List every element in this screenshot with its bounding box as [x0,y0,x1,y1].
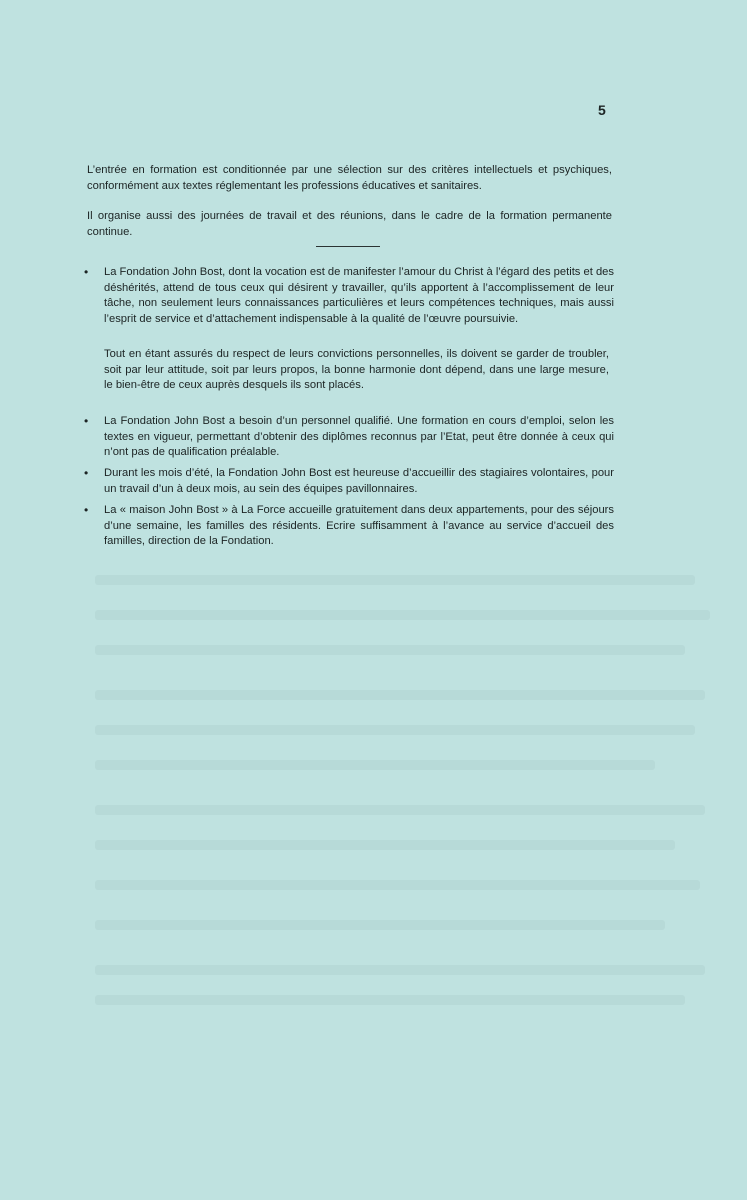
bullet-marker: • [84,466,89,480]
bullet-marker: • [84,414,89,428]
show-through-line [95,965,705,975]
show-through-line [95,690,705,700]
bullet-item-vocation [84,265,614,327]
bullet-item-family-housing [84,503,614,550]
show-through-line [95,645,685,655]
bullet-marker: • [84,503,89,517]
bullet-text: Durant les mois d’été, la Fondation John Bost est heureuse d’accueillir des stagiaires volontaires, pour un travail d’un à deux mois, au sein des équipes pavillonnaires. [104,467,614,495]
show-through-line [95,920,665,930]
bullet-item-qualified-staff [84,414,614,461]
show-through-line [95,840,675,850]
show-through-line [95,760,655,770]
separator-rule [316,246,380,247]
show-through-line [95,805,705,815]
show-through-line [95,995,685,1005]
bullet-item-summer-interns [84,466,614,497]
show-through-line [95,610,710,620]
show-through-line [95,725,695,735]
bullet-text: La « maison John Bost » à La Force accueille gratuitement dans deux appartements, pour des séjours d’une semaine, les familles des résidents. Ecrire suffisamment à l’avance au service d’accueil des familles, direction de la Fondation. [104,504,614,547]
show-through-line [95,880,700,890]
bullet-continuation-convictions: Tout en étant assurés du respect de leurs convictions personnelles, ils doivent se garder de troubler, soit par leur attitude, soit par leurs propos, la bonne harmonie dont dépend, dans une large mesure, le bien-être de ceux auprès desquels ils sont placés. [104,348,609,391]
bullet-marker: • [84,265,89,279]
bullet-text: La Fondation John Bost, dont la vocation est de manifester l’amour du Christ à l’égard des petits et des déshérités, attend de tous ceux qui désirent y travailler, qu’ils apportent à l’accomplissement de leur tâche, non seulement leurs connaissances particulières et leurs compétences techniques, mais aussi l’esprit de service et d’attachement indispensable à la qualité de l’œuvre poursuivie. [104,266,614,325]
show-through-line [95,575,695,585]
page-number: 5 [598,102,606,118]
bullet-text: La Fondation John Bost a besoin d’un personnel qualifié. Une formation en cours d’emploi, selon les textes en vigueur, permettant d’obtenir des diplômes reconnus par l’Etat, peut être donnée à ceux qui n’ont pas de qualification préalable. [104,415,614,458]
intro-paragraph-selection: L’entrée en formation est conditionnée par une sélection sur des critères intellectuels et psychiques, conformément aux textes réglementant les professions éducatives et sanitaires. [87,164,612,192]
intro-paragraph-training: Il organise aussi des journées de travail et des réunions, dans le cadre de la formation permanente continue. [87,210,612,238]
